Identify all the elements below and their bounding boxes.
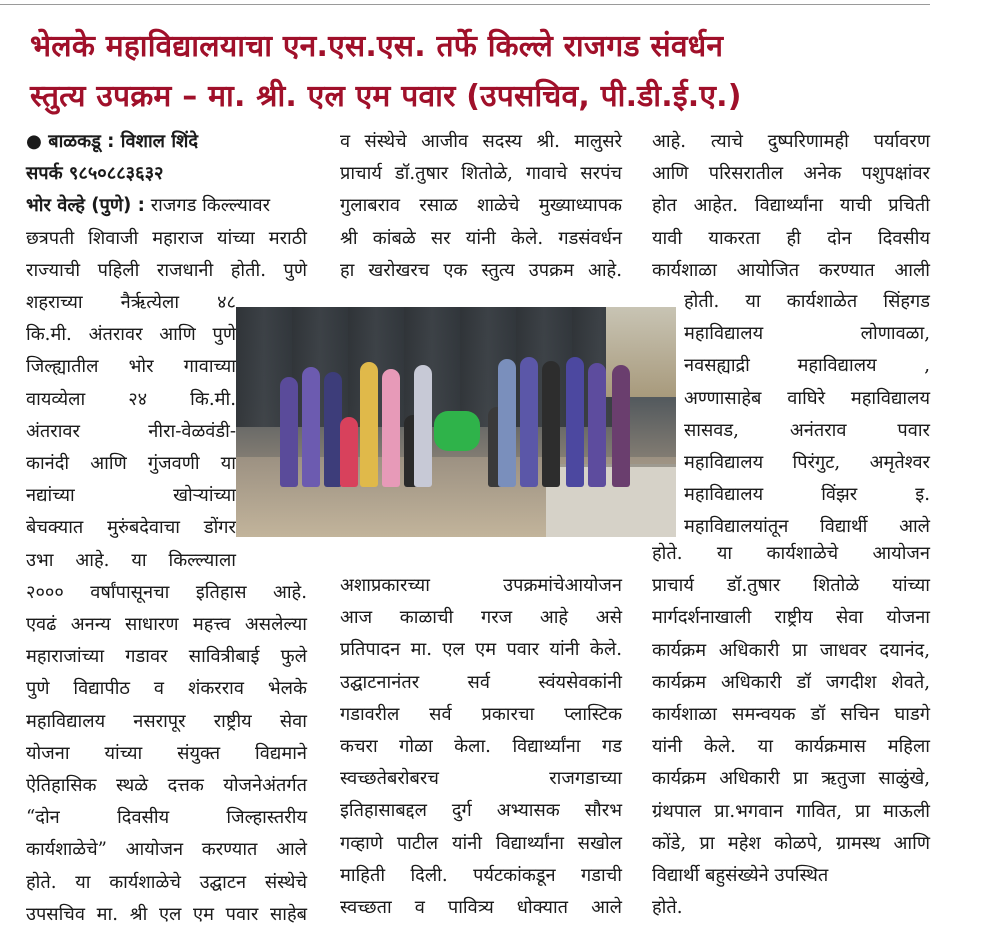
text-line: वायव्येला २४ कि.मी. (26, 388, 236, 410)
text-line: होते. (652, 897, 683, 919)
text-line: एवढं अनन्य साधारण महत्त्व असलेल्या (26, 614, 307, 636)
person-figure (520, 357, 538, 487)
headline-line-1: भेलके महाविद्यालयाचा एन.एस.एस. तर्फे किल्ले राजगड संवर्धन (30, 29, 724, 64)
text-line: राज्याची पहिली राजधानी होती. पुणे (26, 259, 307, 281)
column-3-bottom (652, 538, 930, 924)
text-line: होत आहेत. विद्यार्थ्यांना याची प्रचिती (652, 195, 930, 217)
text-line: हा खरोखरच एक स्तुत्य उपक्रम आहे. (340, 259, 622, 281)
text-line: उभा आहे. या किल्ल्याला (26, 549, 236, 571)
person-figure (498, 359, 516, 487)
text-line: विद्यार्थी बहुसंख्येने उपस्थित (652, 865, 829, 887)
text-line: कार्यक्रम अधिकारी प्रा जाधवर दयानंद, (652, 639, 930, 661)
text-line: “दोन दिवसीय जिल्हास्तरीय (26, 807, 307, 829)
person-figure (566, 357, 584, 487)
text-line: पुणे विद्यापीठ व शंकरराव भेलके (26, 678, 307, 700)
text-line: यांनी केले. या कार्यक्रमास महिला (652, 736, 930, 758)
column-3-middle (684, 286, 930, 544)
text-line: बेचक्यात मुरुंबदेवाचा डोंगर (26, 517, 236, 539)
text-line: महाराजांच्या गडावर सावित्रीबाई फुले (26, 646, 307, 668)
dateline: भोर वेल्हे (पुणे) : (26, 195, 145, 217)
text-line: श्री कांबळे सर यांनी केले. गडसंवर्धन (340, 227, 622, 249)
person-figure (340, 417, 358, 487)
text-line: कार्यक्रम अधिकारी डॉ जगदीश शेवते, (652, 671, 930, 693)
text-line: प्राचार्य डॉ.तुषार शितोळे यांच्या (652, 575, 930, 597)
text-line: प्राचार्य डॉ.तुषार शितोळे, गावाचे सरपंच (340, 163, 622, 185)
text-line: ऐतिहासिक स्थळे दत्तक योजनेअंतर्गत (26, 775, 307, 797)
text-line: कार्यशाळा आयोजित करण्यात आली (652, 259, 930, 281)
text-line: व संस्थेचे आजीव सदस्य श्री. मालुसरे (340, 131, 622, 152)
text-line: मार्गदर्शनाखाली राष्ट्रीय सेवा योजना (652, 607, 930, 629)
text-line: महाविद्यालय नसरापूर राष्ट्रीय सेवा (26, 710, 307, 732)
text-line: कचरा गोळा केला. विद्यार्थ्यांना गड (340, 736, 622, 758)
text-line: सासवड, अनंतराव पवार (684, 419, 930, 441)
person-figure (360, 362, 378, 487)
text-line: कि.मी. अंतरावर आणि पुणे (26, 324, 236, 346)
text-line: छत्रपती शिवाजी महाराज यांच्या मराठी (26, 227, 307, 249)
text-line: स्वच्छतेबरोबरच राजगडाच्या (340, 768, 622, 790)
text-line: कार्यशाळेचे” आयोजन करण्यात आले (26, 839, 307, 861)
text-line: राजगड किल्ल्यावर (144, 195, 271, 217)
text-line: उपसचिव मा. श्री एल एम पवार साहेब (26, 903, 307, 925)
text-line: आज काळाची गरज आहे असे (340, 607, 622, 629)
text-line: महाविद्यालयांतून विद्यार्थी आले (684, 516, 930, 538)
text-line: होते. या कार्यशाळेचे उद्घाटन संस्थेचे (26, 871, 307, 893)
text-line: इतिहासाबद्दल दुर्ग अभ्यासक सौरभ (340, 800, 622, 822)
person-figure (612, 365, 630, 487)
text-line: कोंडे, प्रा महेश कोळपे, ग्रामस्थ आणि (652, 832, 930, 854)
person-figure (588, 363, 606, 487)
column-2-top (340, 126, 622, 287)
text-line: अशाप्रकारच्या उपक्रमांचेआयोजन (340, 575, 622, 596)
text-line: कानंदी आणि गुंजवणी या (26, 453, 236, 475)
text-line: गडावरील सर्व प्रकारचा प्लास्टिक (340, 703, 622, 725)
dateline-paragraph (26, 190, 307, 222)
contact-line: सपर्क ९८५०८८३६३२ (26, 163, 164, 185)
text-line: कार्यक्रम अधिकारी प्रा ऋतुजा साळुंखे, (652, 768, 930, 790)
group-photo (236, 307, 676, 537)
headline-line-2: स्तुत्य उपक्रम – मा. श्री. एल एम पवार (उपसचिव, पी.डी.ई.ए.) (30, 79, 742, 114)
person-figure (280, 377, 298, 487)
person-figure (302, 367, 320, 487)
text-line: महाविद्यालय लोणावळा, (684, 323, 930, 345)
text-line: स्वच्छता व पावित्र्य धोक्यात आले (340, 897, 622, 919)
text-line: २००० वर्षांपासूनचा इतिहास आहे. (26, 581, 307, 603)
text-line: होती. या कार्यशाळेत सिंहगड (684, 291, 930, 312)
text-line: महाविद्यालय पिरंगुट, अमृतेश्वर (684, 452, 930, 474)
text-line: नवसह्याद्री महाविद्यालय , (684, 355, 930, 377)
text-line: यावी याकरता ही दोन दिवसीय (652, 227, 930, 249)
text-line: उद्घाटनानंतर सर्व स्वंयसेवकांनी (340, 671, 622, 693)
text-line: आणि परिसरातील अनेक पशुपक्षांवर (652, 163, 930, 185)
reporter-line: ● बाळकडू : विशाल शिंदे (26, 131, 199, 152)
text-line: महाविद्यालय विंझर इ. (684, 484, 930, 506)
top-rule (0, 4, 930, 5)
column-2-bottom (340, 570, 622, 924)
person-figure (382, 369, 400, 487)
column-3-top (652, 126, 930, 287)
person-figure (542, 361, 560, 487)
person-figure (414, 365, 432, 487)
text-line: अंतरावर नीरा-वेळवंडी- (26, 420, 236, 442)
text-line: शहराच्या नैर्ऋत्येला ४८ (26, 292, 236, 314)
text-line: माहिती दिली. पर्यटकांकडून गडाची (340, 864, 622, 886)
text-line: आहे. त्याचे दुष्परिणामही पर्यावरण (652, 131, 930, 152)
text-line: नद्यांच्या खोऱ्यांच्या (26, 485, 236, 507)
headline (30, 22, 930, 122)
text-line: गुलाबराव रसाळ शाळेचे मुख्याध्यापक (340, 195, 622, 217)
plastic-waste-bags (434, 411, 480, 451)
text-line: ग्रंथपाल प्रा.भगवान गावित, प्रा माऊली (652, 800, 930, 822)
text-line: कार्यशाळा समन्वयक डॉ सचिन घाडगे (652, 704, 930, 726)
text-line: गव्हाणे पाटील यांनी विद्यार्थ्यांना सखोल (340, 832, 622, 854)
text-line: योजना यांच्या संयुक्त विद्यमाने (26, 742, 307, 764)
text-line: प्रतिपादन मा. एल एम पवार यांनी केले. (340, 639, 622, 661)
text-line: होते. या कार्यशाळेचे आयोजन (652, 543, 930, 564)
text-line: जिल्ह्यातील भोर गावाच्या (26, 356, 236, 378)
text-line: अण्णासाहेब वाघिरे महाविद्यालय (684, 387, 930, 409)
